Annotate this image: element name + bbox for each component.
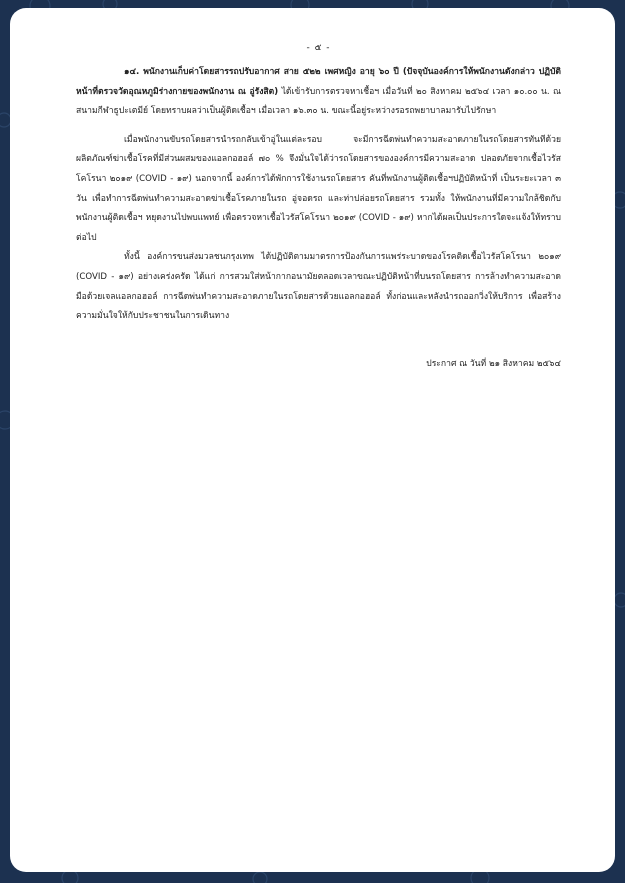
document-content: [76, 41, 561, 374]
item-14-body: ได้เข้ารับการตรวจหาเชื้อฯ เมื่อวันที่ ๒๐ สิงหาคม ๒๕๖๔ เวลา ๑๐.๐๐ น. ณ สนามกีฬาธูปะเตมีย์ โดยทราบผลว่าเป็นผู้ติดเชื้อฯ เมื่อเวลา ๑๖.๓๐ น. ขณะนี้อยู่ระหว่างรอรถพยาบาลมารับไปรักษา: [76, 86, 561, 117]
item-14-heading: ๑๔. พนักงานเก็บค่าโดยสารรถปรับอากาศ สาย ๕๒๒ เพศหญิง อายุ ๖๐ ปี (ปัจจุบันองค์การให้พนักงานดังกล่าว ปฏิบัติหน้าที่ตรวจวัดอุณหภูมิร่างกายของพนักงาน ณ อู่รังสิต): [76, 67, 561, 97]
page-number: - ๕ -: [306, 43, 331, 53]
cleaning-paragraph: เมื่อพนักงานขับรถโดยสารนำรถกลับเข้าอู่ในแต่ละรอบ จะมีการฉีดพ่นทำความสะอาดภายในรถโดยสารทันทีด้วยผลิตภัณฑ์ฆ่าเชื้อโรคที่มีส่วนผสมของแอลกอฮอล์ ๗๐ % จึงมั่นใจได้ว่ารถโดยสารขององค์การมีความสะอาด ปลอดภัยจากเชื้อไวรัสโคโรนา ๒๐๑๙ (COVID - ๑๙) นอกจากนี้ องค์การได้พักการใช้งานรถโดยสาร คันที่พนักงานผู้ติดเชื้อฯปฏิบัติหน้าที่ เป็นระยะเวลา ๓ วัน เพื่อทำการฉีดพ่นทำความสะอาดฆ่าเชื้อโรคภายในรถ อู่จอดรถ และท่าปล่อยรถโดยสาร รวมทั้ง ให้พนักงานที่มีความใกล้ชิดกับพนักงานผู้ติดเชื้อฯ หยุดงานไปพบแพทย์ เพื่อตรวจหาเชื้อไวรัสโคโรนา ๒๐๑๙ (COVID - ๑๙) หากได้ผลเป็นประการใดจะแจ้งให้ทราบต่อไป: [76, 134, 561, 243]
document-page: [10, 8, 615, 872]
item-14-paragraph: [76, 63, 561, 122]
announcement-date: ประกาศ ณ วันที่ ๒๑ สิงหาคม ๒๕๖๔: [426, 358, 561, 369]
measures-paragraph: ทั้งนี้ องค์การขนส่งมวลชนกรุงเทพ ได้ปฏิบัติตามมาตรการป้องกันการแพร่ระบาดของโรคติดเชื้อไวรัสโคโรนา ๒๐๑๙ (COVID - ๑๙) อย่างเคร่งครัด ได้แก่ การสวมใส่หน้ากากอนามัยตลอดเวลาขณะปฏิบัติหน้าที่บนรถโดยสาร การล้างทำความสะอาดมือด้วยเจลแอลกอฮอล์ การฉีดพ่นทำความสะอาดภายในรถโดยสารด้วยแอลกอฮอล์ ทั้งก่อนและหลังนำรถออกวิ่งให้บริการ เพื่อสร้างความมั่นใจให้กับประชาชนในการเดินทาง: [76, 252, 561, 322]
